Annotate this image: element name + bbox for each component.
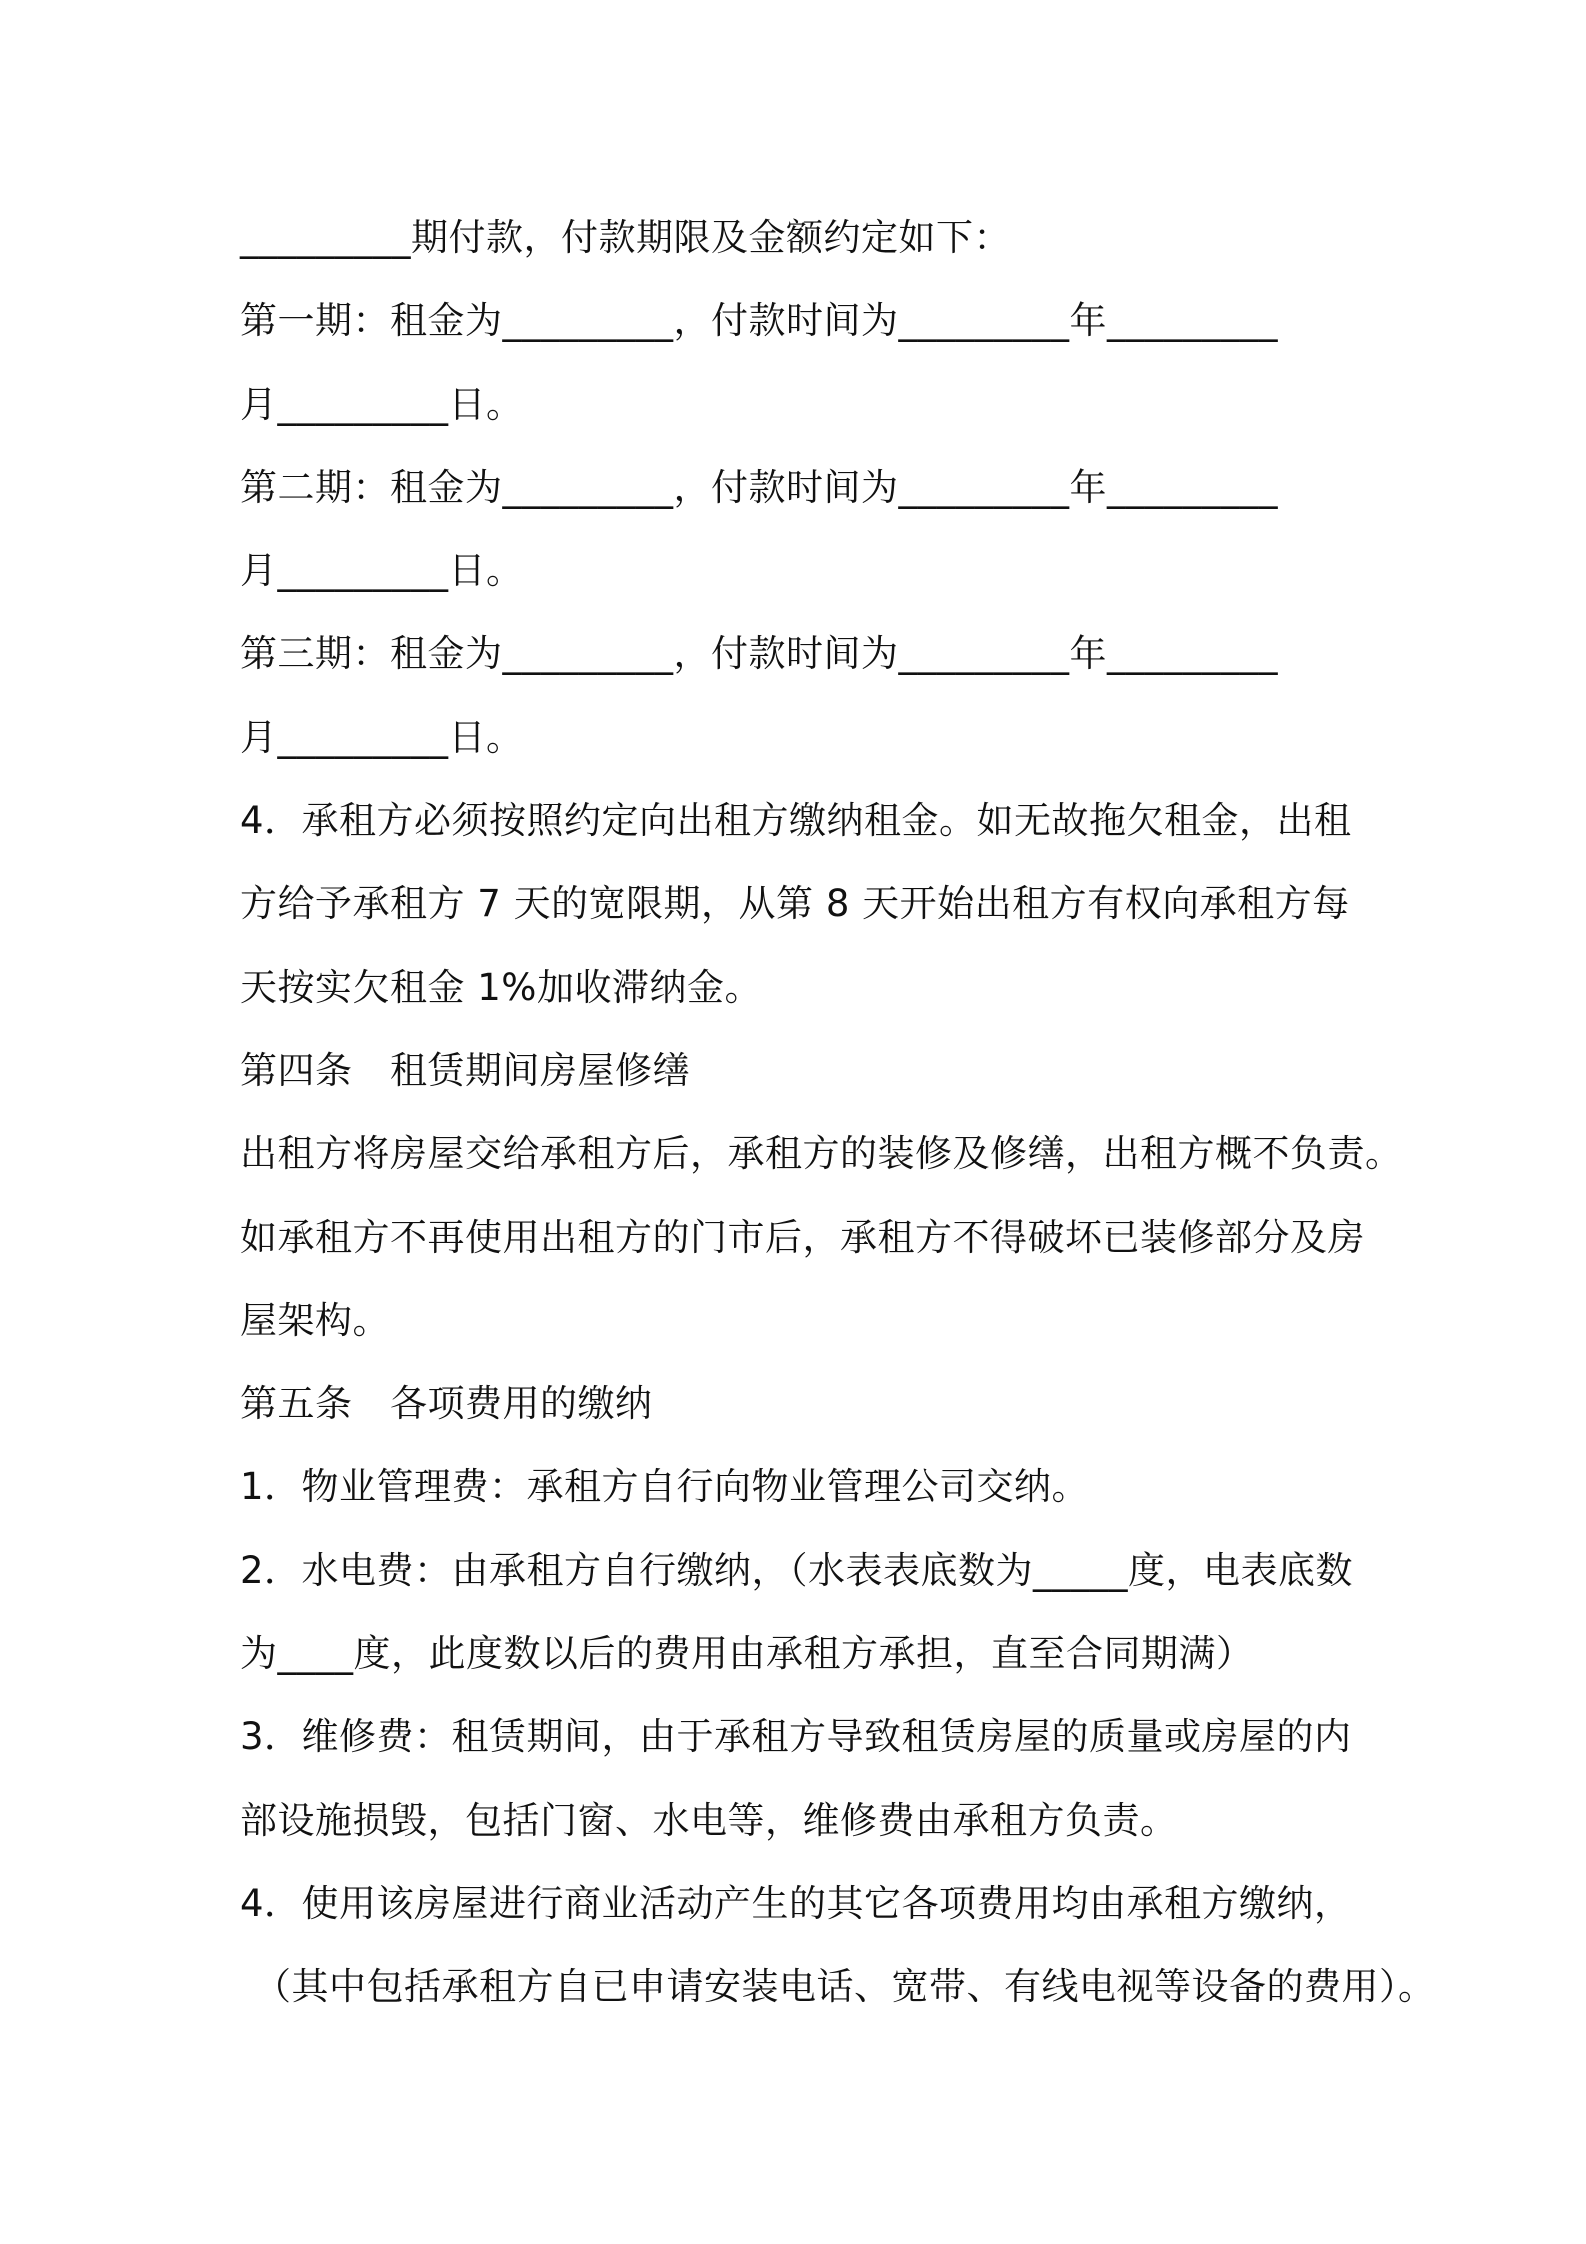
installment-1-line-1: 第一期：租金为_________，付款时间为_________年_________ — [240, 299, 1278, 343]
clause-4-line-1: 4．承租方必须按照约定向出租方缴纳租金。如无故拖欠租金，出租 — [240, 799, 1352, 843]
clause-4-line-3: 天按实欠租金 1%加收滞纳金。 — [240, 965, 762, 1009]
fee-item-4-line-1: 4．使用该房屋进行商业活动产生的其它各项费用均由承租方缴纳， — [240, 1881, 1352, 1925]
fee-item-2-line-2: 为____度，此度数以后的费用由承租方承担，直至合同期满） — [240, 1632, 1254, 1676]
installment-1-line-2: 月_________日。 — [240, 382, 524, 426]
fee-item-3-line-1: 3．维修费：租赁期间，由于承租方导致租赁房屋的质量或房屋的内 — [240, 1715, 1352, 1759]
article-4-heading: 第四条 租赁期间房屋修缮 — [240, 1048, 690, 1092]
article-4-paragraph-line-3: 屋架构。 — [240, 1298, 390, 1342]
fee-item-3-line-2: 部设施损毁，包括门窗、水电等，维修费由承租方负责。 — [240, 1798, 1178, 1842]
article-5-heading: 第五条 各项费用的缴纳 — [240, 1382, 653, 1426]
installment-3-line-2: 月_________日。 — [240, 715, 524, 759]
document-body — [240, 196, 1436, 2029]
clause-4-line-2: 方给予承租方 7 天的宽限期，从第 8 天开始出租方有权向承租方每 — [240, 882, 1350, 926]
installment-2-line-1: 第二期：租金为_________，付款时间为_________年_________ — [240, 465, 1278, 509]
payment-terms-intro: _________期付款，付款期限及金额约定如下： — [240, 216, 1011, 259]
fee-item-4-line-2: （其中包括承租方自已申请安装电话、宽带、有线电视等设备的费用）。 — [254, 1965, 1436, 2009]
fee-item-1: 1．物业管理费：承租方自行向物业管理公司交纳。 — [240, 1465, 1090, 1509]
article-4-paragraph-line-1: 出租方将房屋交给承租方后，承租方的装修及修缮，出租方概不负责。 — [240, 1132, 1403, 1176]
fee-item-2-line-1: 2．水电费：由承租方自行缴纳，（水表表底数为_____度，电表底数 — [240, 1548, 1354, 1592]
installment-2-line-2: 月_________日。 — [240, 549, 524, 593]
article-4-paragraph-line-2: 如承租方不再使用出租方的门市后，承租方不得破坏已装修部分及房 — [240, 1215, 1365, 1259]
installment-3-line-1: 第三期：租金为_________，付款时间为_________年_________ — [240, 632, 1278, 676]
